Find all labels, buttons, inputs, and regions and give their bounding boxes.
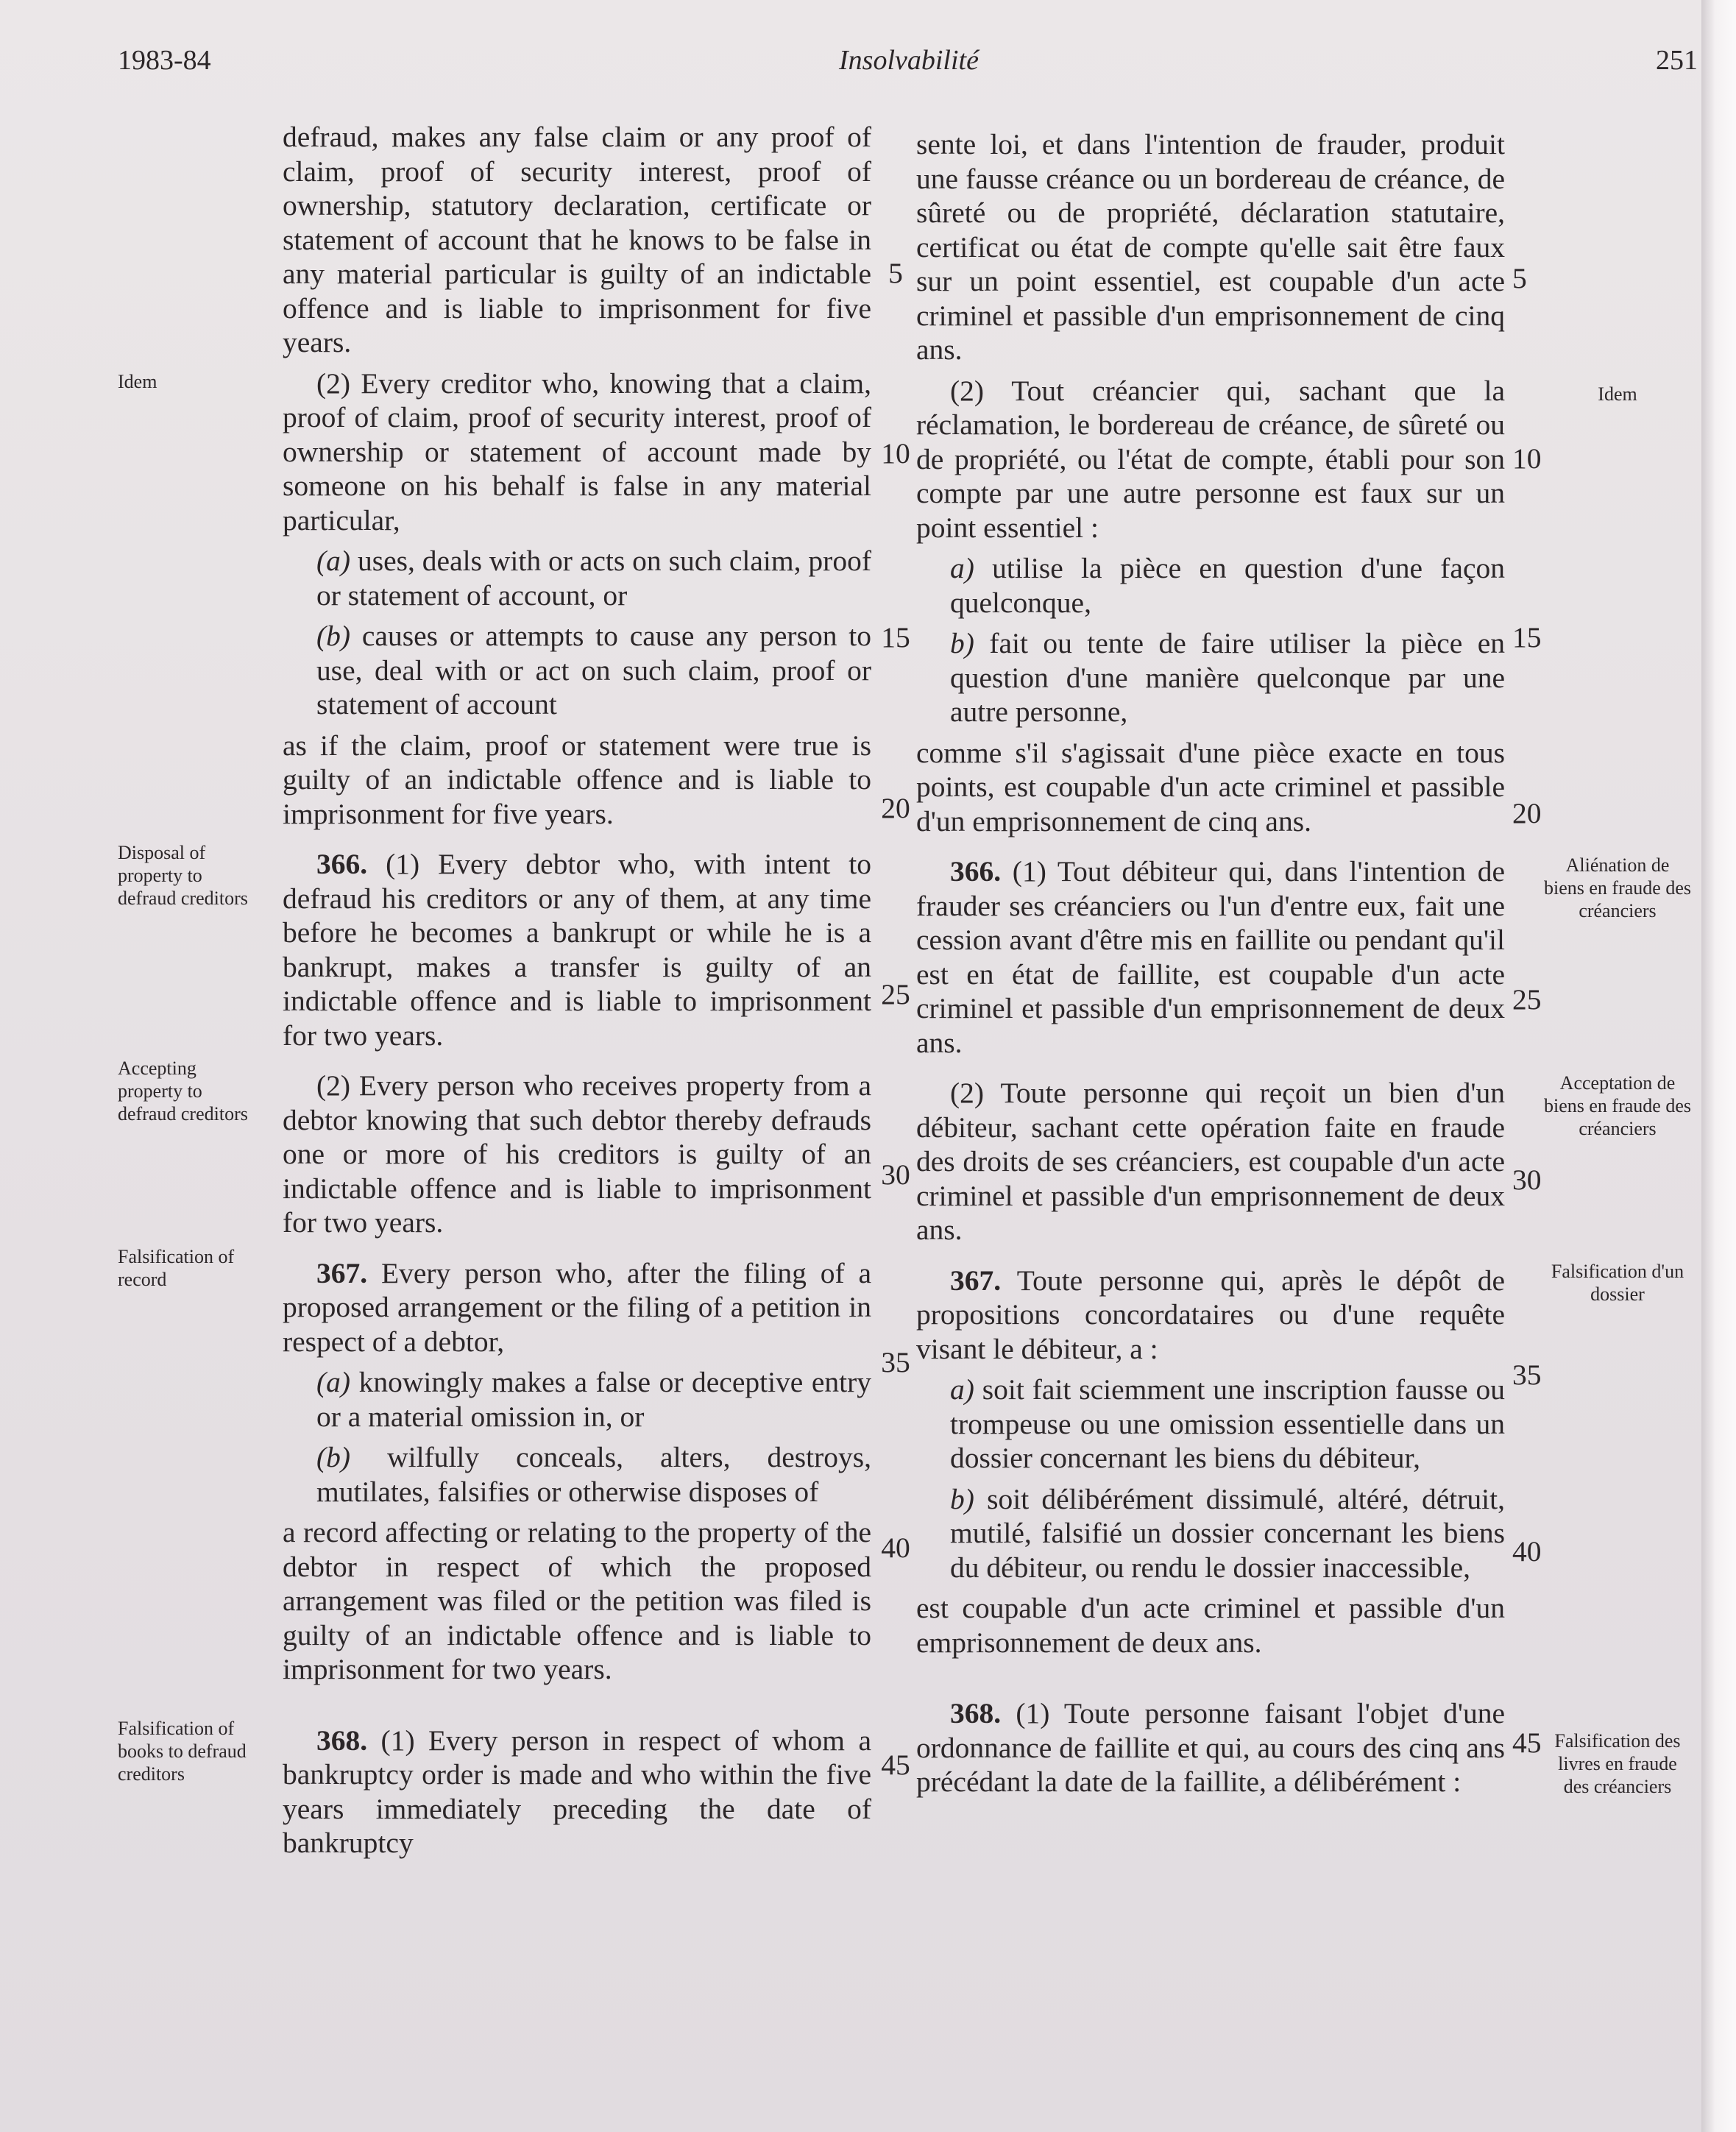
en-section-366-1-text: (1) Every debtor who, with intent to defraud his creditors or any of them, at any time before he becomes a bankrupt or while he is a bankrupt, makes a transfer is guilty of an indictable offence and is liable to imprisonment for two years.	[283, 848, 871, 1052]
line-number-mid: 25	[881, 978, 910, 1010]
margin-note-idem-fr: Idem	[1598, 383, 1637, 405]
fr-section-366-1	[916, 854, 1505, 1060]
fr-subsection-2: (2) Tout créancier qui, sachant que la réclamation, le bordereau de créance, de sûreté ou de propriété, ou l'état de compte, établi pour son compte par une autre personne est faux sur un point essentiel :	[916, 374, 1505, 544]
fr-section-367	[916, 1264, 1505, 1367]
en-section-368-text: (1) Every person in respect of whom a bankruptcy order is made and who within the five years immediately preceding the date of bankruptcy	[283, 1724, 871, 1859]
book-gutter	[1701, 0, 1736, 2132]
line-number-mid: 45	[881, 1749, 910, 1781]
fr-section-366-number: 366.	[950, 855, 1002, 888]
line-number-right: 15	[1512, 621, 1542, 654]
english-column	[283, 120, 871, 1867]
fr-section-367-text: Toute personne qui, après le dépôt de propositions concordataires ou d'une requête visant le débiteur, a :	[916, 1264, 1505, 1365]
fr-367-item-a-label: a)	[950, 1373, 974, 1406]
fr-item-a	[916, 551, 1505, 620]
margin-note-alienation: Aliénation de biens en fraude des créanciers	[1544, 854, 1691, 921]
fr-367-item-a-text: soit fait sciemment une inscription fausse ou trompeuse ou une omission essentielle dans un dossier concernant les biens du débiteur,	[950, 1373, 1505, 1474]
fr-section-368-text: (1) Toute personne faisant l'objet d'une ordonnance de faillite et qui, au cours des cinq ans précédant la date de la faillite, a délibérément :	[916, 1697, 1505, 1798]
fr-section-368-number: 368.	[950, 1697, 1002, 1729]
fr-item-a-text: utilise la pièce en question d'une façon quelconque,	[950, 552, 1505, 619]
line-number-right: 20	[1512, 797, 1542, 829]
fr-item-a-label: a)	[950, 552, 974, 584]
line-number-mid: 10	[881, 437, 910, 470]
line-number-mid: 20	[881, 792, 910, 824]
margin-note-disposal: Disposal of property to defraud creditors	[118, 842, 248, 909]
en-section-368-number: 368.	[316, 1724, 368, 1757]
en-section-367	[283, 1256, 871, 1359]
line-number-right: 35	[1512, 1359, 1542, 1391]
line-number-mid: 5	[888, 257, 903, 289]
fr-section-366-1-text: (1) Tout débiteur qui, dans l'intention de frauder ses créanciers ou l'un d'entre eux, fait une cession avant d'être mis en faillite ou pendant qu'il est en état de faillite, est coupable d'un acte criminel et passible d'un emprisonnement de deux ans.	[916, 855, 1505, 1059]
line-number-right: 10	[1512, 442, 1542, 475]
en-item-a	[283, 544, 871, 612]
en-section-366-number: 366.	[316, 848, 368, 880]
en-367-item-b	[283, 1440, 871, 1509]
en-367-item-a	[283, 1365, 871, 1434]
line-number-mid: 30	[881, 1158, 910, 1191]
french-column	[916, 127, 1505, 1806]
fr-367-item-b	[916, 1482, 1505, 1585]
en-item-b-text: causes or attempts to cause any person to use, deal with or act on such claim, proof or statement of account	[316, 620, 871, 720]
fr-367-item-a	[916, 1373, 1505, 1476]
en-section-367-number: 367.	[316, 1256, 368, 1289]
margin-note-falsification-dossier: Falsification d'un dossier	[1551, 1261, 1684, 1305]
en-367-item-b-label: (b)	[316, 1441, 351, 1473]
en-367-conclusion: a record affecting or relating to the property of the debtor in respect of which the proposed arrangement was filed or the petition was filed is guilty of an indictable offence and is liable to imprisonment for two years.	[283, 1516, 871, 1685]
line-number-mid: 40	[881, 1531, 910, 1564]
fr-continuation-paragraph: sente loi, et dans l'intention de frauder, produit une fausse créance ou un bordereau de créance, de sûreté ou de propriété, déclaration statutaire, certificat ou état de compte qu'elle sait être faux sur un point essentiel, est coupable d'un acte criminel et passible d'un emprisonnement de cinq ans.	[916, 128, 1505, 366]
margin-note-falsification-livres: Falsification des livres en fraude des créanciers	[1554, 1730, 1681, 1797]
line-number-right: 30	[1512, 1164, 1542, 1196]
fr-item-b	[916, 626, 1505, 729]
en-item-b	[283, 619, 871, 722]
fr-367-item-b-label: b)	[950, 1482, 974, 1515]
en-continuation-paragraph: defraud, makes any false claim or any proof of claim, proof of security interest, proof of ownership, statutory declaration, certificate or statement of account that he knows to be false in any material particular is guilty of an indictable offence and is liable to imprisonment for five years.	[283, 121, 871, 358]
margin-note-acceptation: Acceptation de biens en fraude des créanciers	[1544, 1072, 1691, 1139]
fr-item-conclusion: comme s'il s'agissait d'une pièce exacte en tous points, est coupable d'un acte criminel et passible d'un emprisonnement de cinq ans.	[916, 736, 1505, 837]
en-item-conclusion: as if the claim, proof or statement were true is guilty of an indictable offence and is liable to imprisonment for five years.	[283, 729, 871, 830]
fr-367-conclusion: est coupable d'un acte criminel et passible d'un emprisonnement de deux ans.	[916, 1592, 1505, 1659]
en-item-a-label: (a)	[316, 545, 351, 577]
margin-note-falsification-record: Falsification of record	[118, 1246, 235, 1290]
fr-367-item-b-text: soit délibérément dissimulé, altéré, détruit, mutilé, falsifié un dossier concernant les biens du débiteur, ou rendu le dossier inaccessible,	[950, 1482, 1505, 1584]
en-section-366-2: (2) Every person who receives property from a debtor knowing that such debtor thereby defrauds one or more of his creditors is guilty of an indictable offence and is liable to imprisonment for two years.	[283, 1069, 871, 1239]
fr-section-367-number: 367.	[950, 1264, 1002, 1297]
en-367-item-a-label: (a)	[316, 1366, 351, 1398]
line-number-right: 5	[1512, 262, 1527, 294]
en-section-367-text: Every person who, after the filing of a proposed arrangement or the filing of a petition in respect of a debtor,	[283, 1256, 871, 1358]
en-item-b-label: (b)	[316, 620, 351, 652]
margin-note-idem-en: Idem	[118, 371, 157, 392]
margin-note-falsification-books: Falsification of books to defraud creditors	[118, 1718, 247, 1785]
line-number-right: 25	[1512, 983, 1542, 1016]
header-year: 1983-84	[118, 45, 211, 76]
en-section-368	[283, 1724, 871, 1860]
en-367-item-b-text: wilfully conceals, alters, destroys, mutilates, falsifies or otherwise disposes of	[316, 1441, 871, 1508]
fr-section-368	[916, 1696, 1505, 1799]
line-number-right: 40	[1512, 1535, 1542, 1568]
en-367-item-a-text: knowingly makes a false or deceptive entry or a material omission in, or	[316, 1366, 871, 1433]
en-section-366-1	[283, 847, 871, 1052]
line-number-mid: 35	[881, 1346, 910, 1378]
en-item-a-text: uses, deals with or acts on such claim, proof or statement of account, or	[316, 545, 871, 612]
en-subsection-2: (2) Every creditor who, knowing that a claim, proof of claim, proof of security interest, proof of ownership or statement of account made by someone on his behalf is false in any material particular,	[283, 366, 871, 536]
fr-item-b-label: b)	[950, 627, 974, 659]
fr-item-b-text: fait ou tente de faire utiliser la pièce en question d'une manière quelconque par une autre personne,	[950, 627, 1505, 728]
margin-note-accepting: Accepting property to defraud creditors	[118, 1058, 248, 1125]
page-number: 251	[1656, 45, 1698, 76]
fr-section-366-2: (2) Toute personne qui reçoit un bien d'un débiteur, sachant cette opération faite en fraude des droits de ses créanciers, est coupable d'un acte criminel et passible d'un emprisonnement de deux ans.	[916, 1077, 1505, 1246]
line-number-right: 45	[1512, 1727, 1542, 1759]
header-title: Insolvabilité	[839, 45, 979, 76]
line-number-mid: 15	[881, 621, 910, 654]
